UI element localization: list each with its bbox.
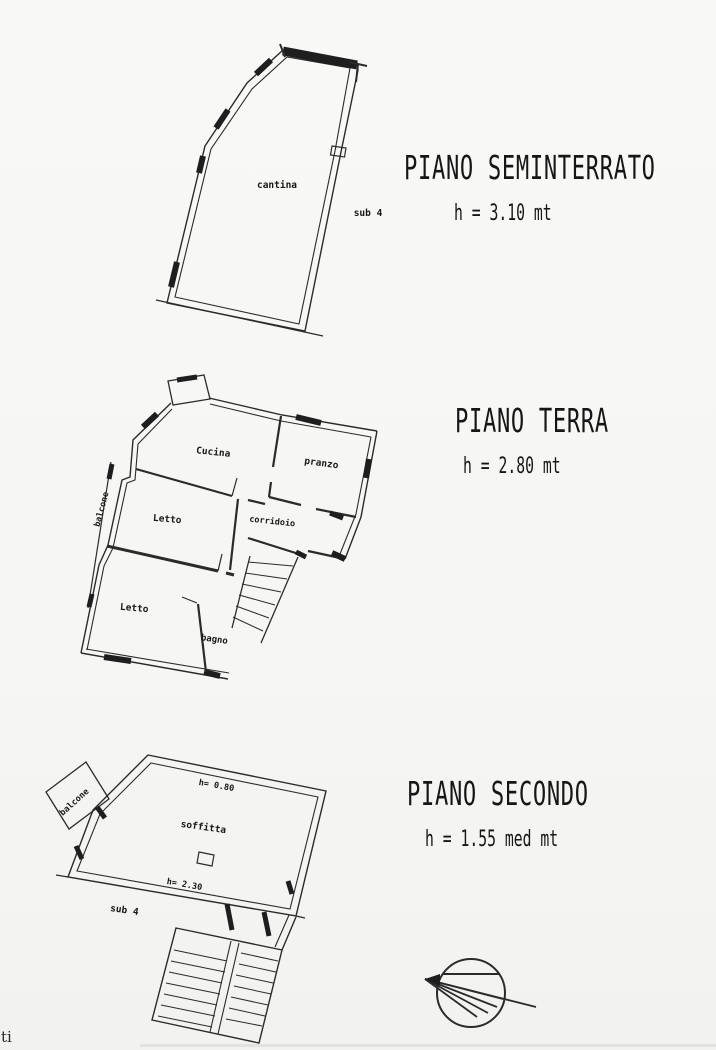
window-hatch [199, 156, 203, 173]
room-label-letto-1: Letto [152, 512, 182, 527]
room-label-balcone: balcone [92, 490, 112, 529]
window-hatch [216, 110, 228, 128]
window-hatch [296, 417, 321, 423]
unit-label-sub4: sub 4 [353, 208, 383, 219]
window-hatch [366, 459, 369, 478]
wall-hatch [332, 553, 345, 559]
window-hatch [288, 881, 292, 894]
floor-title: PIANO TERRA [455, 401, 609, 440]
stairs [152, 904, 296, 1043]
window-hatch [143, 414, 157, 427]
room-label-cucina: Cucina [195, 445, 231, 460]
page-corner-fragment: ti [1, 1028, 12, 1046]
plan-secondo [46, 755, 326, 1043]
room-label-corridoio: corridoio [248, 514, 296, 530]
chimney-box [197, 852, 214, 866]
room-label-soffitta: soffitta [179, 818, 227, 837]
floor-title-block-seminterrato [404, 148, 716, 226]
window-hatch [256, 60, 271, 74]
wall-hatch [177, 377, 197, 380]
compass-icon [425, 959, 536, 1027]
floor-title: PIANO SECONDO [407, 774, 589, 813]
room-label-balcone: balcone [58, 786, 92, 819]
height-label-lower: h= 2.30 [165, 876, 203, 894]
floor-height-note: h = 2.80 mt [463, 454, 561, 479]
floor-title-block-secondo [407, 774, 678, 852]
room-label-pranzo: pranzo [303, 455, 340, 472]
window-hatch [171, 262, 177, 287]
floor-title-block-terra [455, 401, 685, 479]
unit-label-sub4: sub 4 [109, 903, 140, 918]
room-label-letto-2: Letto [119, 601, 149, 616]
window-hatch [104, 657, 131, 661]
window-hatch [204, 672, 220, 676]
room-label-cantina: cantina [256, 180, 298, 191]
window-sill [331, 146, 347, 157]
plan-terra [81, 375, 377, 679]
room-label-bagno: bagno [200, 633, 229, 647]
scan-streak [140, 1044, 716, 1047]
floor-title: PIANO SEMINTERRATO [404, 148, 656, 187]
floor-height-note: h = 3.10 mt [454, 201, 552, 226]
stairs [232, 552, 306, 643]
window-hatch [76, 846, 82, 859]
plan-seminterrato [156, 44, 383, 336]
floor-height-note: h = 1.55 med mt [425, 827, 559, 852]
height-label-upper: h= 0.80 [197, 777, 235, 795]
